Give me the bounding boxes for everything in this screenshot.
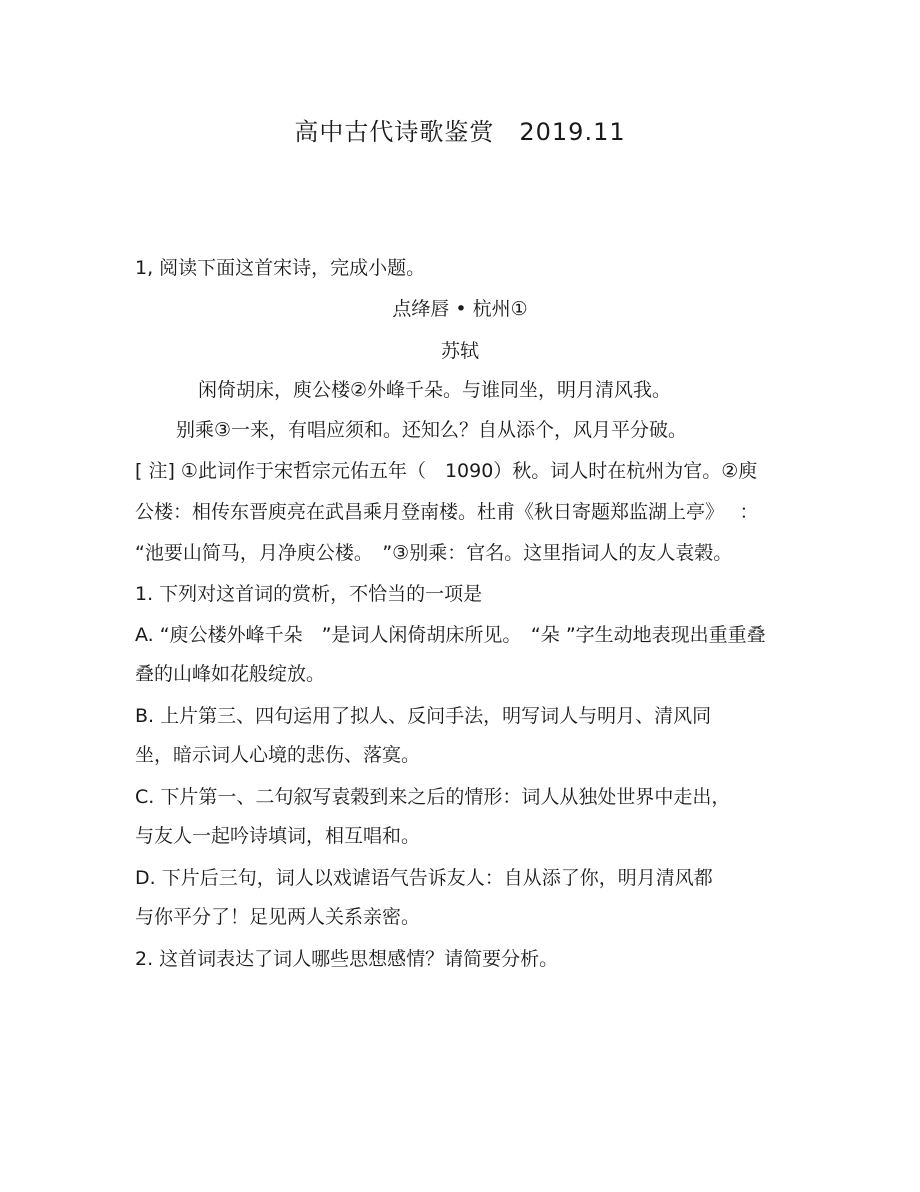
option-b-line2: 坐，暗示词人心境的悲伤、落寞。 — [135, 744, 421, 766]
option-a-line1: A. “庾公楼外峰千朵 ”是词人闲倚胡床所见。 “朵 ”字生动地表现出重重叠 — [135, 624, 766, 646]
option-c-line2: 与友人一起吟诗填词，相互唱和。 — [135, 825, 421, 847]
option-d-line2: 与你平分了！足见两人关系亲密。 — [135, 906, 421, 928]
poem-title: 点绛唇 • 杭州① — [392, 298, 528, 320]
option-c-line1: C. 下片第一、二句叙写袁榖到来之后的情形：词人从独处世界中走出， — [135, 786, 731, 808]
question-intro: 1, 阅读下面这首宋诗，完成小题。 — [135, 257, 426, 279]
poem-line: 闲倚胡床，庾公楼②外峰千朵。与谁同坐，明月清风我。 — [198, 379, 672, 401]
question-1-stem: 1. 下列对这首词的赏析，不恰当的一项是 — [135, 583, 483, 605]
option-a-line2: 叠的山峰如花般绽放。 — [135, 663, 326, 685]
option-b-line1: B. 上片第三、四句运用了拟人、反问手法，明写词人与明月、清风同 — [135, 705, 712, 727]
question-2-stem: 2. 这首词表达了词人哪些思想感情？请简要分析。 — [135, 948, 559, 970]
document-title: 高中古代诗歌鉴赏 2019.11 — [294, 118, 626, 146]
option-d-line1: D. 下片后三句，词人以戏谑语气告诉友人：自从添了你，明月清风都 — [135, 867, 713, 889]
poem-line: 别乘③一来，有唱应须和。还知么？自从添个，风月平分破。 — [176, 419, 688, 441]
note-line: [ 注] ①此词作于宋哲宗元佑五年（ 1090）秋。词人时在杭州为官。②庾 — [135, 460, 758, 482]
poem-author: 苏轼 — [440, 340, 479, 362]
note-line: “池要山简马，月净庾公楼。 ”③别乘：官名。这里指词人的友人袁榖。 — [135, 542, 733, 564]
note-line: 公楼：相传东晋庾亮在武昌乘月登南楼。杜甫《秋日寄题郑监湖上亭》 ： — [135, 501, 759, 523]
